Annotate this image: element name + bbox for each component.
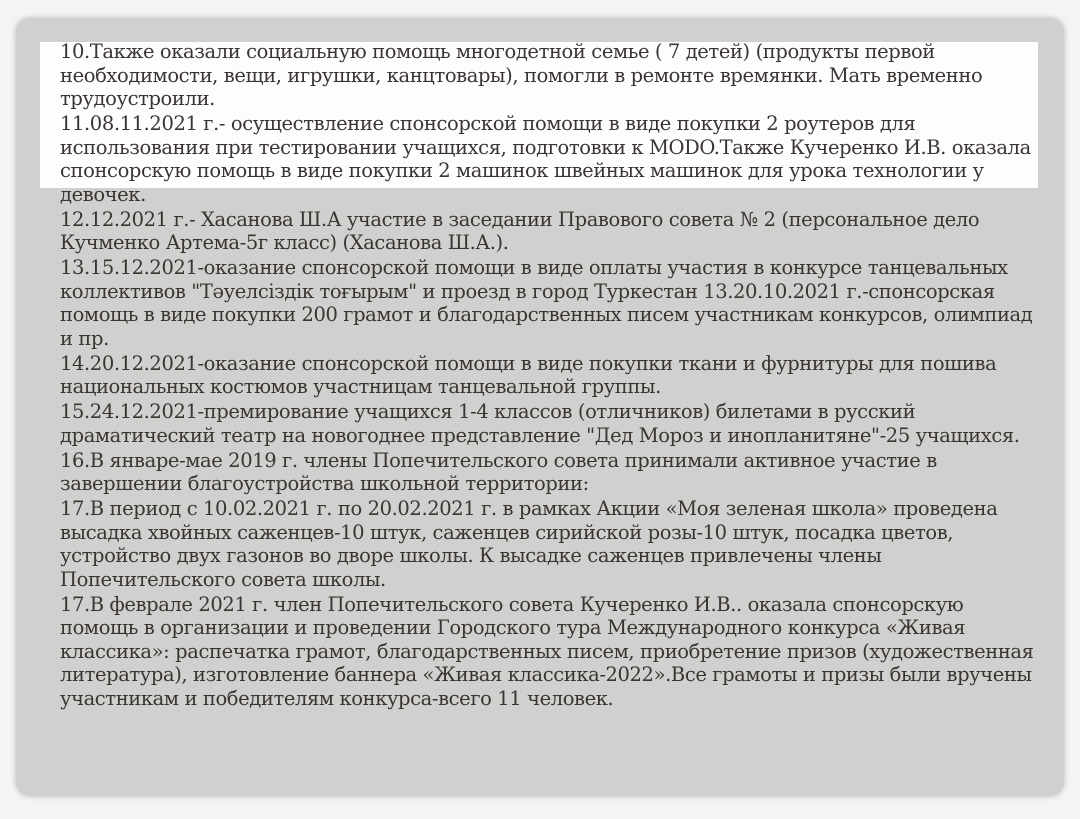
paragraph-13: 13.15.12.2021-оказание спонсорской помощи в виде оплаты участия в конкурсе танцевальных коллективов "Тәуелсіздік тоғырым" и проезд в город Туркестан 13.20.10.2021 г.-спонсорская помощь в виде покупки 200 грамот и благодарственных писем участникам конкурсов, олимпиад и пр. (60, 256, 1033, 350)
paragraph-14: 14.20.12.2021-оказание спонсорской помощи в виде покупки ткани и фурнитуры для пошива национальных костюмов участницам танцевальной группы. (60, 351, 997, 398)
paragraph-12: 12.12.2021 г.- Хасанова Ш.А участие в заседании Правового совета № 2 (персональное дело Кучменко Артема-5г класс) (Хасанова Ш.А.). (60, 207, 980, 254)
paragraph-17a: 17.В период с 10.02.2021 г. по 20.02.2021 г. в рамках Акции «Моя зеленая школа» проведена высадка хвойных саженцев-10 штук, саженцев сирийской розы-10 штук, посадка цветов, устройство двух газонов во дворе школы. К высадке саженцев привлечены члены Попечительского совета школы. (60, 497, 998, 591)
paragraph-16: 16.В январе-мае 2019 г. члены Попечительского совета принимали активное участие в завершении благоустройства школьной территории: (60, 448, 937, 495)
paragraph-11: 11.08.11.2021 г.- осуществление спонсорской помощи в виде покупки 2 роутеров для использования при тестировании учащихся, подготовки к МОDO.Также Кучеренко И.В. оказала спонсорскую помощь в виде покупки 2 машинок швейных машинок для урока технологии у девочек. (60, 112, 1031, 206)
paragraph-17b: 17.В феврале 2021 г. член Попечительского совета Кучеренко И.В.. оказала спонсорскую помощь в организации и проведении Городского тура Международного конкурса «Живая классика»: распечатка грамот, благодарственных писем, приобретение призов (художественная литература), изготовление баннера «Живая классика-2022».Все грамоты и призы были вручены участникам и победителям конкурса-всего 11 человек. (60, 592, 1034, 710)
paragraph-15: 15.24.12.2021-премирование учащихся 1-4 классов (отличников) билетами в русский драматический театр на новогоднее представление "Дед Мороз и инопланитяне"-25 учащихся. (60, 400, 1020, 447)
paragraph-10: 10.Также оказали социальную помощь многодетной семье ( 7 детей) (продукты первой необходимости, вещи, игрушки, канцтовары), помогли в ремонте времянки. Мать временно трудоустроили. (60, 40, 983, 110)
document-text (60, 40, 1035, 712)
